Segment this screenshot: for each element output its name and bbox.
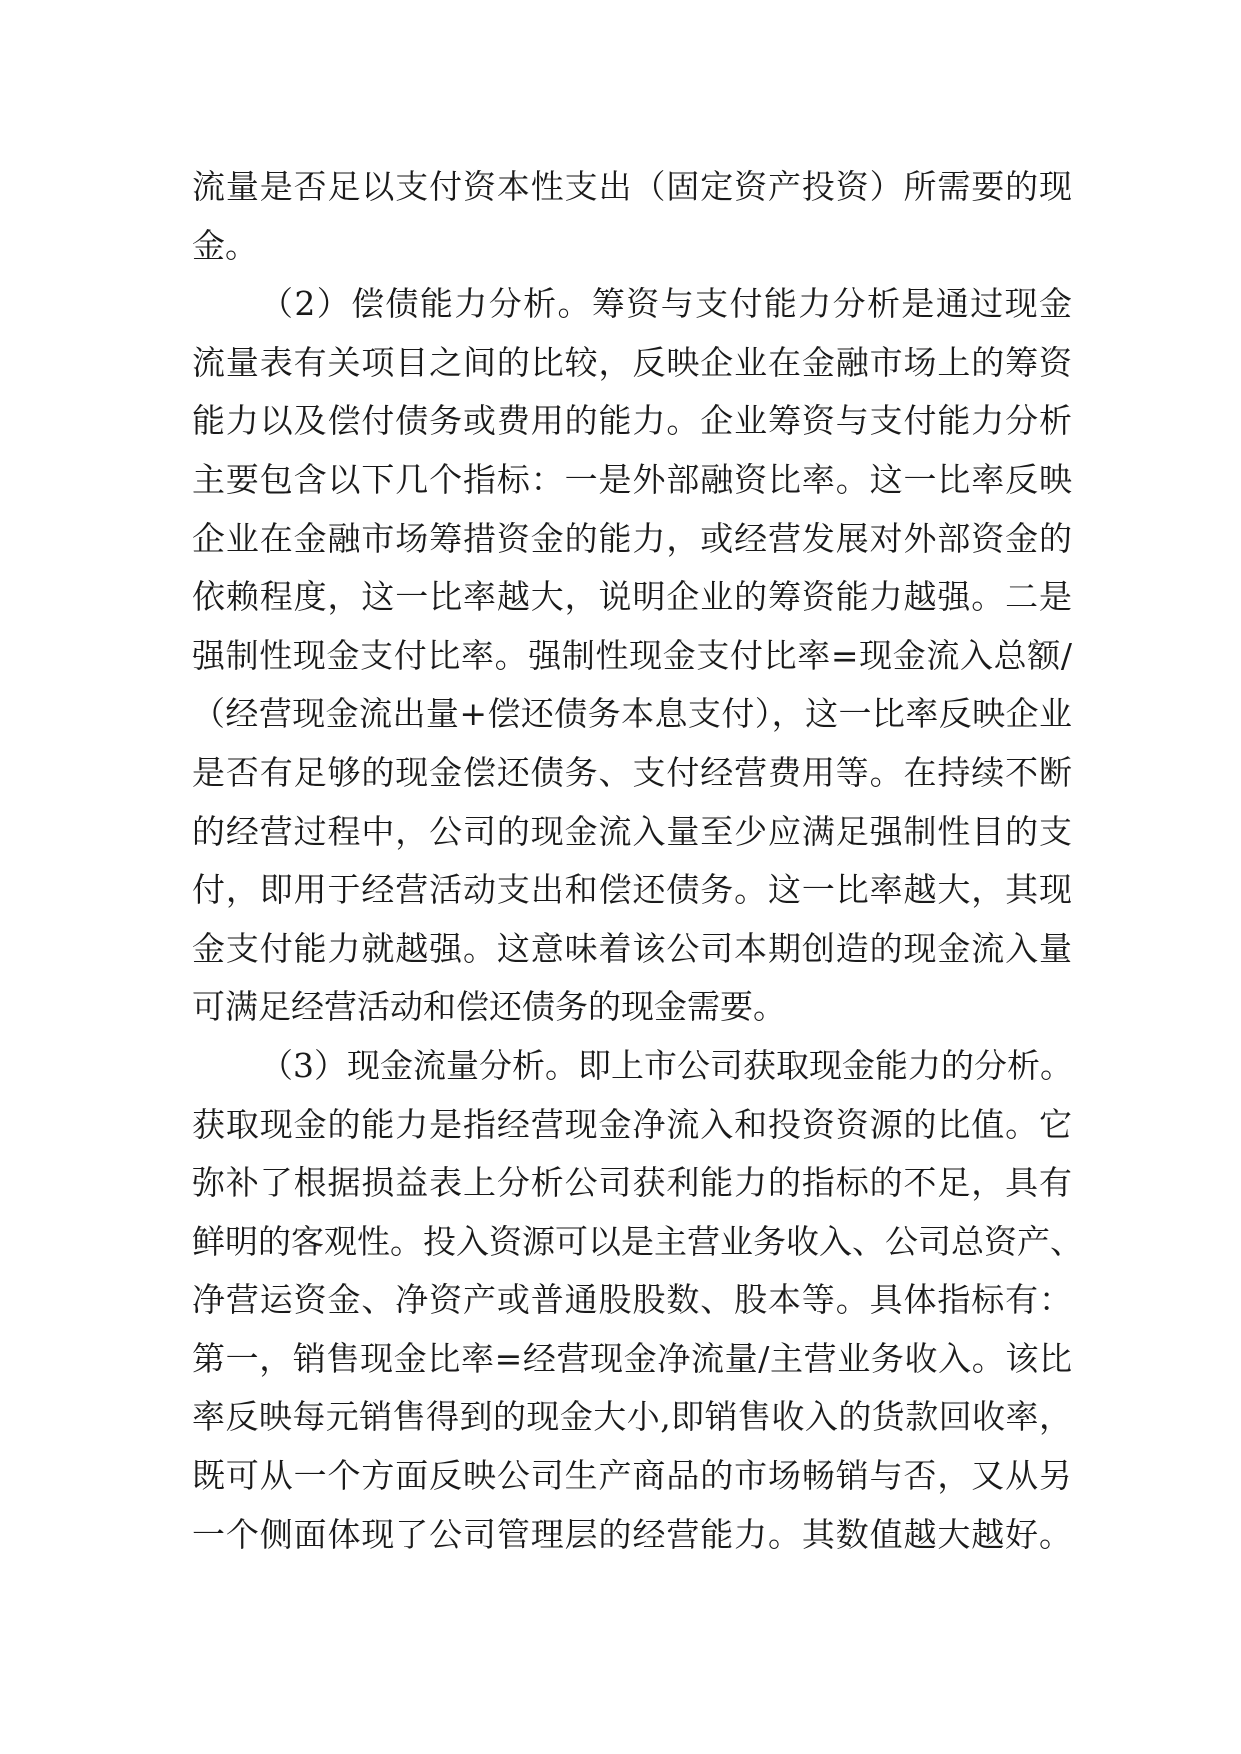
text-line: 率反映每元销售得到的现金大小,即销售收入的货款回收率， bbox=[192, 1397, 1072, 1437]
text-line: 鲜明的客观性。投入资源可以是主营业务收入、公司总资产、 bbox=[192, 1221, 1083, 1261]
text-line: 是否有足够的现金偿还债务、支付经营费用等。在持续不断 bbox=[192, 752, 1072, 792]
text-line: 第一，销售现金比率=经营现金净流量/主营业务收入。该比 bbox=[192, 1338, 1072, 1378]
text-line: 金。 bbox=[192, 225, 258, 265]
text-line: 净营运资金、净资产或普通股股数、股本等。具体指标有： bbox=[192, 1280, 1072, 1320]
text-line: 依赖程度，这一比率越大，说明企业的筹资能力越强。二是 bbox=[192, 577, 1072, 617]
paragraph-heading-line: （2）偿债能力分析。筹资与支付能力分析是通过现金 bbox=[260, 284, 1072, 324]
text-line: 获取现金的能力是指经营现金净流入和投资资源的比值。它 bbox=[192, 1104, 1072, 1144]
text-line: 强制性现金支付比率。强制性现金支付比率=现金流入总额/ bbox=[192, 635, 1072, 675]
text-line: 一个侧面体现了公司管理层的经营能力。其数值越大越好。 bbox=[192, 1514, 1072, 1554]
text-line: 流量是否足以支付资本性支出（固定资产投资）所需要的现 bbox=[192, 167, 1072, 206]
paragraph-heading-line: （3）现金流量分析。即上市公司获取现金能力的分析。 bbox=[260, 1045, 1073, 1085]
text-line: 可满足经营活动和偿还债务的现金需要。 bbox=[192, 987, 786, 1027]
text-line: 既可从一个方面反映公司生产商品的市场畅销与否，又从另 bbox=[192, 1456, 1072, 1496]
text-line: 付，即用于经营活动支出和偿还债务。这一比率越大，其现 bbox=[192, 870, 1072, 910]
text-line: 主要包含以下几个指标：一是外部融资比率。这一比率反映 bbox=[192, 459, 1072, 499]
text-line: 企业在金融市场筹措资金的能力，或经营发展对外部资金的 bbox=[192, 518, 1072, 558]
text-line: （经营现金流出量+偿还债务本息支付），这一比率反映企业 bbox=[192, 694, 1072, 734]
text-line: 的经营过程中，公司的现金流入量至少应满足强制性目的支 bbox=[192, 811, 1072, 851]
text-line: 流量表有关项目之间的比较，反映企业在金融市场上的筹资 bbox=[192, 342, 1072, 382]
text-line: 金支付能力就越强。这意味着该公司本期创造的现金流入量 bbox=[192, 928, 1072, 968]
text-line: 能力以及偿付债务或费用的能力。企业筹资与支付能力分析 bbox=[192, 401, 1072, 441]
body-text bbox=[192, 158, 1083, 1564]
text-line: 弥补了根据损益表上分析公司获利能力的指标的不足，具有 bbox=[192, 1163, 1072, 1203]
